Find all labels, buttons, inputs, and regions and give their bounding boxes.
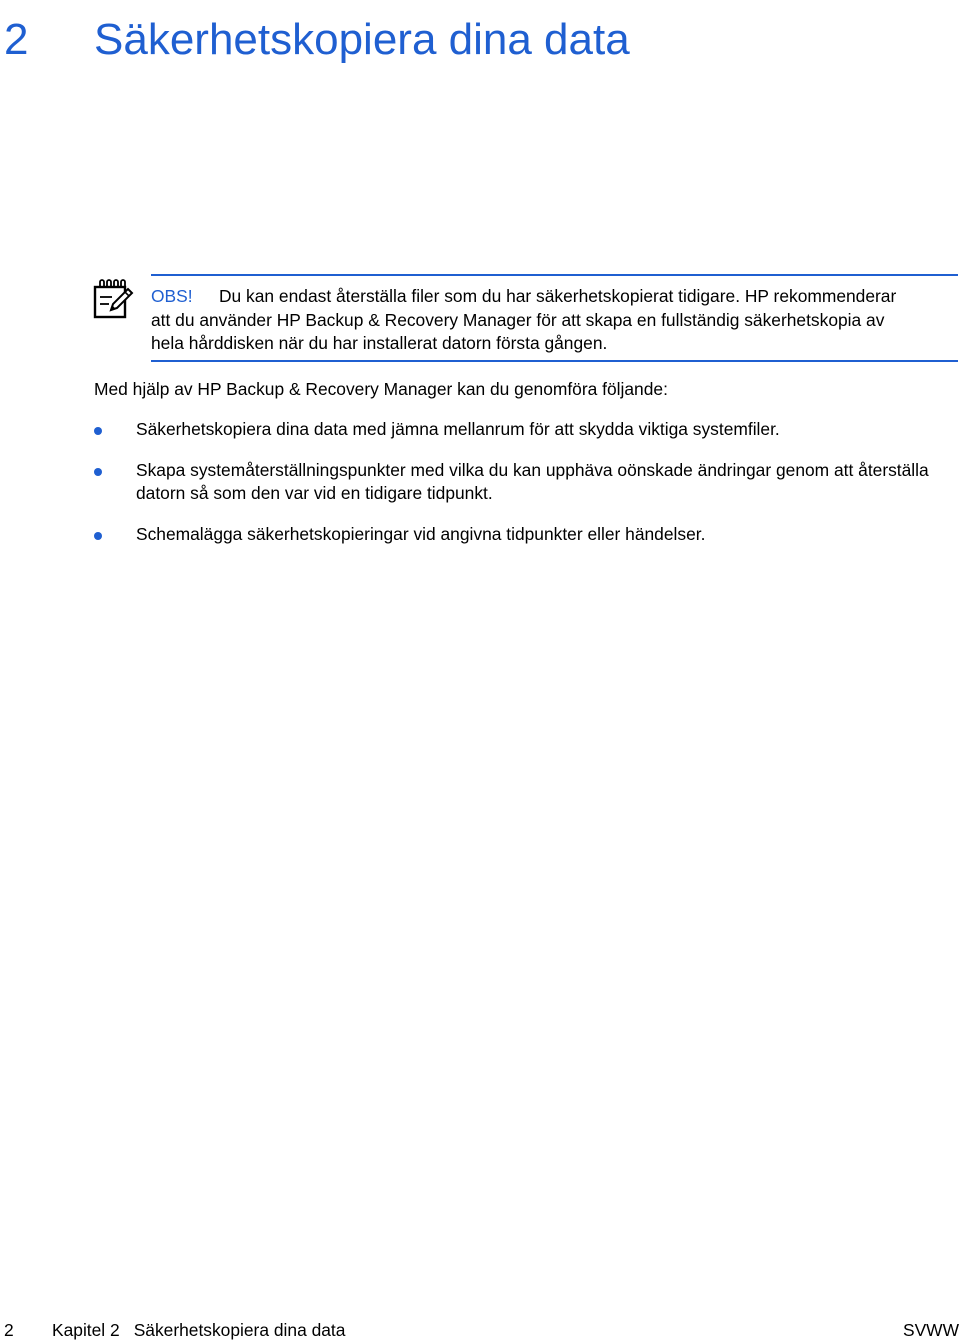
footer-page-number: 2 xyxy=(4,1320,14,1340)
list-item-text: Schemalägga säkerhetskopieringar vid angivna tidpunkter eller händelser. xyxy=(136,523,706,544)
bullet-icon xyxy=(94,427,102,435)
note-pad-icon xyxy=(92,277,134,319)
list-item-text: Skapa systemåterställningspunkter med vilka du kan upphäva oönskade ändringar genom att återställa datorn så som den var vid en tidigare tidpunkt. xyxy=(136,459,929,503)
note-bottom-rule xyxy=(151,360,958,362)
note-line-3: hela hårddisken när du har installerat datorn första gången. xyxy=(151,333,608,353)
bullet-icon xyxy=(94,532,102,540)
footer-doc-code: SVWW xyxy=(902,1320,959,1340)
list-item xyxy=(94,523,944,547)
list-item-text: Säkerhetskopiera dina data med jämna mellanrum för att skydda viktiga systemfiler. xyxy=(136,419,780,439)
note-line-2: att du använder HP Backup & Recovery Manager för att skapa en fullständig säkerhetskopia av xyxy=(151,309,885,330)
intro-paragraph: Med hjälp av HP Backup & Recovery Manager kan du genomföra följande: xyxy=(94,379,668,399)
note-text xyxy=(151,285,960,356)
bullet-icon xyxy=(94,468,102,476)
feature-list xyxy=(94,418,944,563)
footer-chapter-reference xyxy=(52,1318,345,1342)
chapter-number: 2 xyxy=(4,15,29,64)
footer-chapter-label: Kapitel 2 xyxy=(52,1320,120,1340)
note-line-1: Du kan endast återställa filer som du har säkerhetskopierat tidigare. HP rekommenderar xyxy=(219,286,897,306)
list-item xyxy=(94,418,944,442)
footer-chapter-title: Säkerhetskopiera dina data xyxy=(133,1320,346,1340)
note-label: OBS! xyxy=(151,286,193,306)
chapter-title: Säkerhetskopiera dina data xyxy=(94,15,630,64)
note-top-rule xyxy=(151,274,958,276)
chapter-heading xyxy=(4,10,630,70)
list-item xyxy=(94,459,944,506)
